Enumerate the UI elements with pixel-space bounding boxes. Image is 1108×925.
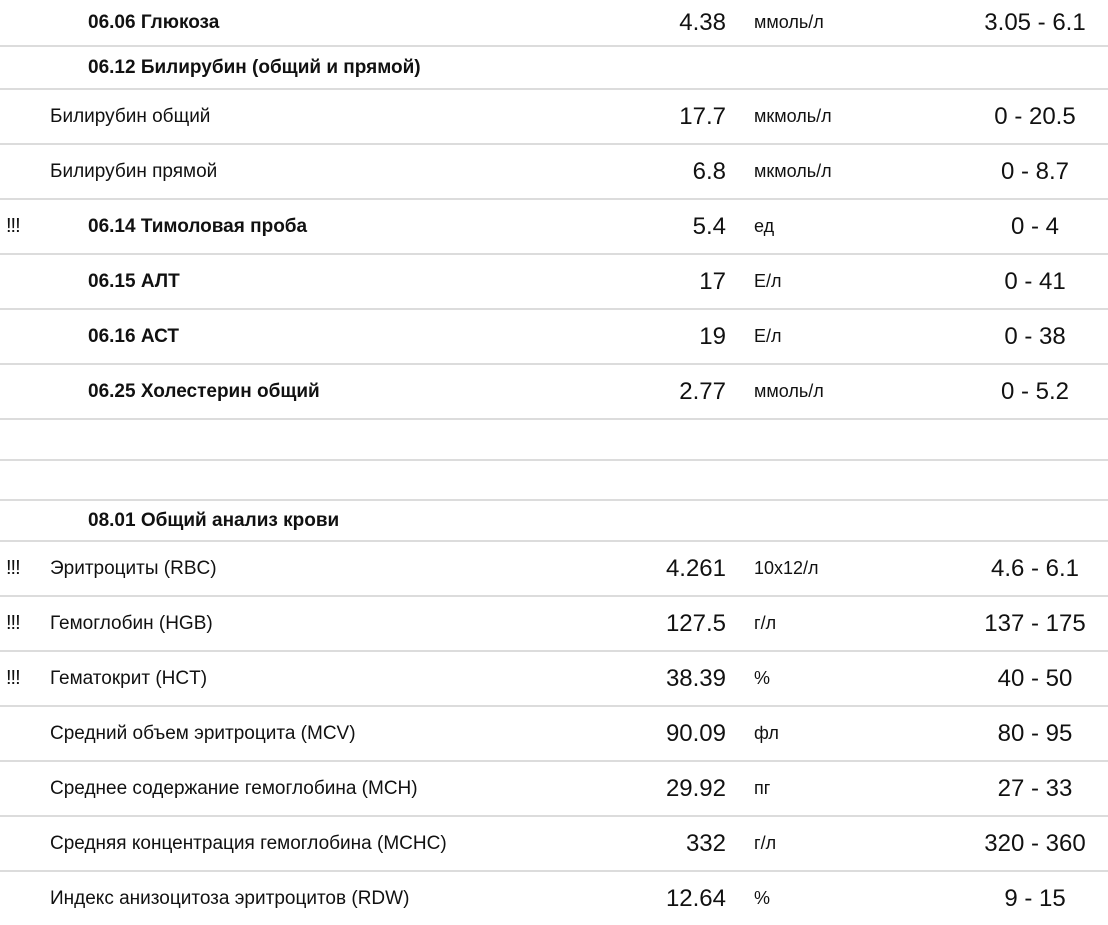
test-name: 06.14 Тимоловая проба: [88, 215, 308, 237]
result-row-mchc: [0, 817, 1108, 872]
result-row-hgb: [0, 597, 1108, 652]
test-name: Среднее содержание гемоглобина (MCH): [50, 777, 418, 799]
test-value: 17: [699, 267, 726, 295]
test-name: Средний объем эритроцита (MCV): [50, 722, 356, 744]
reference-range: 0 - 8.7: [1000, 157, 1070, 185]
test-value: 6.8: [692, 157, 726, 185]
abnormal-flag: !!!: [6, 612, 20, 634]
test-value: 12.64: [665, 884, 726, 912]
reference-range: 4.6 - 6.1: [990, 554, 1080, 582]
test-unit: 10x12/л: [754, 558, 819, 578]
test-name: Эритроциты (RBC): [50, 557, 217, 579]
test-unit: ммоль/л: [754, 381, 824, 401]
reference-range: 137 - 175: [984, 609, 1086, 637]
result-row-bilirubin-direct: [0, 145, 1108, 200]
reference-range: [960, 47, 1108, 88]
test-value: 38.39: [665, 664, 726, 692]
test-name: 06.16 АСТ: [88, 325, 179, 347]
test-unit: фл: [754, 723, 779, 743]
abnormal-flag: !!!: [6, 557, 20, 579]
test-unit: ед: [754, 216, 775, 236]
result-row-glucose: [0, 0, 1108, 47]
test-value: 4.261: [665, 554, 726, 582]
section-title: 06.12 Билирубин (общий и прямой): [88, 56, 421, 78]
test-name: 06.25 Холестерин общий: [88, 380, 320, 402]
test-name: 06.06 Глюкоза: [88, 11, 220, 33]
test-value: 127.5: [665, 609, 726, 637]
reference-range: 3.05 - 6.1: [984, 8, 1086, 36]
test-name: Индекс анизоцитоза эритроцитов (RDW): [50, 887, 410, 909]
test-unit: Е/л: [754, 326, 782, 346]
test-name: 06.15 АЛТ: [88, 270, 180, 292]
section-row-bilirubin: [0, 47, 1108, 90]
test-value: 2.77: [679, 377, 726, 405]
reference-range: 80 - 95: [997, 719, 1073, 747]
test-value: 332: [685, 829, 726, 857]
result-row-mch: [0, 762, 1108, 817]
test-unit: мкмоль/л: [754, 161, 832, 181]
section-row-cbc: [0, 501, 1108, 542]
reference-range: 9 - 15: [1004, 884, 1066, 912]
abnormal-flag: !!!: [6, 215, 20, 237]
test-unit: мкмоль/л: [754, 106, 832, 126]
test-value: 4.38: [679, 8, 726, 36]
reference-range: 320 - 360: [984, 829, 1086, 857]
reference-range: [960, 420, 1108, 459]
result-row-ast: [0, 310, 1108, 365]
reference-range: [960, 461, 1108, 499]
test-unit: %: [754, 888, 771, 908]
test-unit: ммоль/л: [754, 12, 824, 32]
result-row-thymol: [0, 200, 1108, 255]
test-value: 5.4: [692, 212, 726, 240]
result-row-rdw: [0, 872, 1108, 925]
test-unit: Е/л: [754, 271, 782, 291]
reference-range: 0 - 5.2: [1000, 377, 1070, 405]
reference-range: [960, 501, 1108, 540]
reference-range: 40 - 50: [997, 664, 1073, 692]
test-unit: г/л: [754, 613, 777, 633]
test-value: 90.09: [665, 719, 726, 747]
test-unit: г/л: [754, 833, 777, 853]
reference-range: 0 - 20.5: [994, 102, 1076, 130]
section-title: 08.01 Общий анализ крови: [88, 509, 340, 531]
reference-range: 0 - 38: [1004, 322, 1066, 350]
result-row-alt: [0, 255, 1108, 310]
empty-row: [0, 461, 1108, 501]
result-row-cholesterol: [0, 365, 1108, 420]
test-name: Гемоглобин (HGB): [50, 612, 213, 634]
test-value: 19: [699, 322, 726, 350]
reference-range: 0 - 41: [1004, 267, 1066, 295]
result-row-hct: [0, 652, 1108, 707]
result-row-bilirubin-total: [0, 90, 1108, 145]
reference-range: 27 - 33: [997, 774, 1073, 802]
result-row-mcv: [0, 707, 1108, 762]
test-name: Билирубин общий: [50, 105, 211, 127]
abnormal-flag: !!!: [6, 667, 20, 689]
test-value: 29.92: [665, 774, 726, 802]
test-value: 17.7: [679, 102, 726, 130]
result-row-rbc: [0, 542, 1108, 597]
empty-row: [0, 420, 1108, 461]
test-unit: %: [754, 668, 771, 688]
reference-range: 0 - 4: [1010, 212, 1060, 240]
test-name: Гематокрит (HCT): [50, 667, 208, 689]
test-unit: пг: [754, 778, 771, 798]
test-name: Средняя концентрация гемоглобина (MCHC): [50, 832, 447, 854]
test-name: Билирубин прямой: [50, 160, 218, 182]
